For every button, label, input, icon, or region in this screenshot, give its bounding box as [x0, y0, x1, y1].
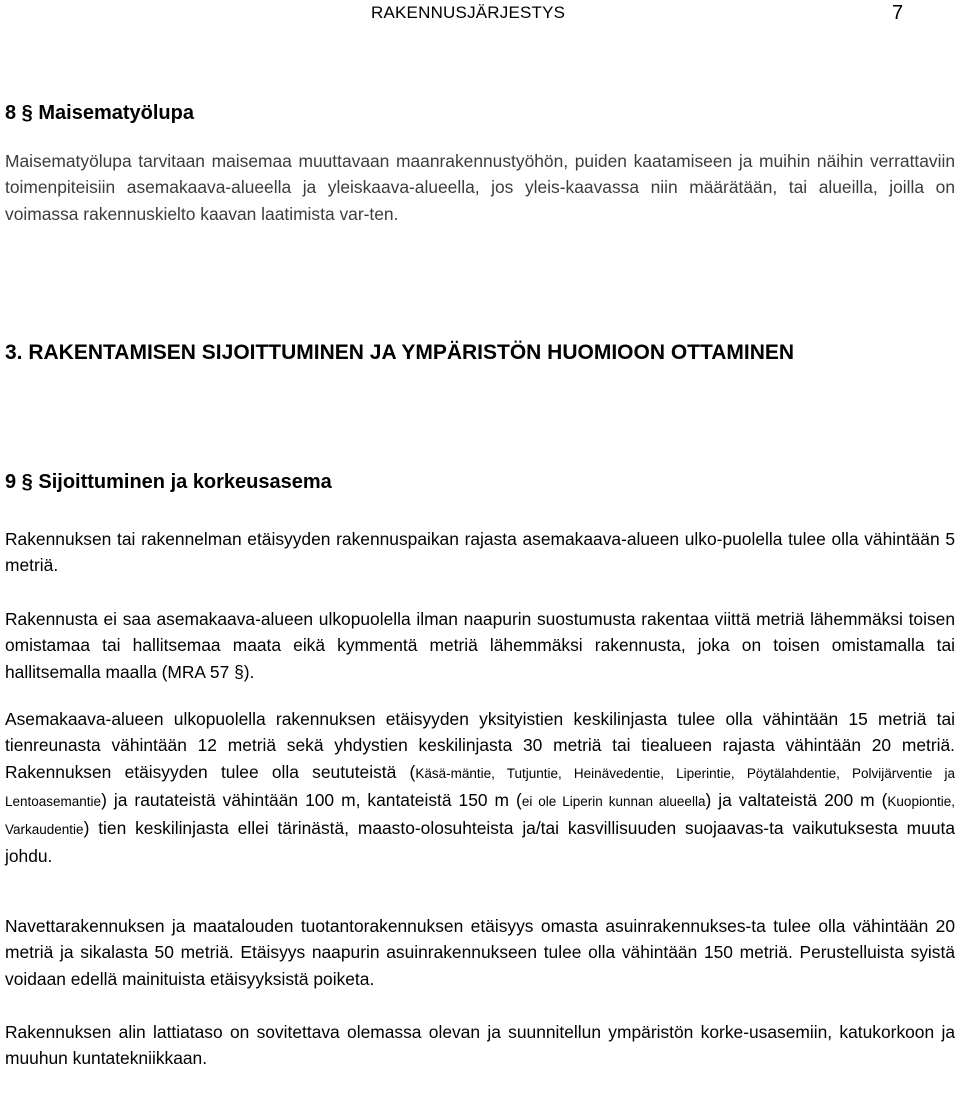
section-9-heading: 9 § Sijoittuminen ja korkeusasema [5, 471, 332, 493]
section-9-paragraph-2: Rakennusta ei saa asemakaava-alueen ulkopuolella ilman naapurin suostumusta rakentaa viittä metriä lähemmäksi toisen omistamaa tai hallitsemaa maata eikä kymmentä metriä lähemmäksi rakennusta, joka on toisen omistamalla tai hallitsemalla maalla (MRA 57 §). [5, 609, 955, 682]
section-9-paragraph-3 [5, 706, 955, 870]
section-9-paragraph-1: Rakennuksen tai rakennelman etäisyyden rakennuspaikan rajasta asemakaava-alueen ulko-puolella tulee olla vähintään 5 metriä. [5, 529, 955, 576]
paragraph-3-run: ) ja valtateistä 200 m ( [705, 789, 888, 810]
section-9-paragraph-4: Navettarakennuksen ja maatalouden tuotantorakennuksen etäisyys omasta asuinrakennukses-ta tulee olla vähintään 20 metriä ja sikalasta 50 metriä. Etäisyys naapurin asuinrakennukseen tulee olla vähintään 150 metriä. Perustelluista syistä voidaan edellä mainituista etäisyyksistä poiketa. [5, 916, 955, 989]
running-header-title: RAKENNUSJÄRJESTYS [371, 3, 566, 22]
section-8-heading: 8 § Maisematyölupa [5, 102, 194, 124]
chapter-3-heading: 3. RAKENTAMISEN SIJOITTUMINEN JA YMPÄRISTÖN HUOMIOON OTTAMINEN [5, 341, 795, 364]
paragraph-3-note: ei ole Liperin kunnan alueella [521, 793, 706, 809]
section-9-paragraph-5: Rakennuksen alin lattiataso on sovitettava olemassa olevan ja suunnitellun ympäristön korke-usasemiin, katukorkoon ja muuhun kuntatekniikkaan. [5, 1022, 955, 1069]
paragraph-3-run: ) tien keskilinjasta ellei tärinästä, maasto-olosuhteista ja/tai kasvillisuuden suojaavas-ta vaikutuksesta muuta johdu. [5, 818, 955, 867]
page-number: 7 [892, 2, 904, 24]
paragraph-3-road-list: Käsä-mäntie, Tutjuntie, Heinävedentie, Liperintie, Pöytälahdentie, Polvijärventie ja Lentoasemantie [5, 765, 955, 809]
paragraph-3-run: Asemakaava-alueen ulkopuolella rakennuksen etäisyyden yksityistien keskilinjasta tulee olla vähintään 15 metriä tai tienreunasta vähintään 12 metriä sekä yhdystien keskilinjasta 30 metriä tai tiealueen rajasta vähintään 20 metriä. Rakennuksen etäisyyden tulee olla seututeistä ( [5, 709, 955, 782]
paragraph-3-highway-list: Kuopiontie, Varkaudentie [5, 793, 955, 838]
section-8-paragraph: Maisematyölupa tarvitaan maisemaa muuttavaan maanrakennustyöhön, puiden kaatamiseen ja muihin näihin verrattaviin toimenpiteisiin asemakaava-alueella ja yleiskaava-alueella, jos yleis-kaavassa niin määrätään, tai alueilla, joilla on voimassa rakennuskielto kaavan laatimista var-ten. [5, 151, 955, 224]
paragraph-3-run: ) ja rautateistä vähintään 100 m, kantateistä 150 m ( [101, 789, 522, 810]
